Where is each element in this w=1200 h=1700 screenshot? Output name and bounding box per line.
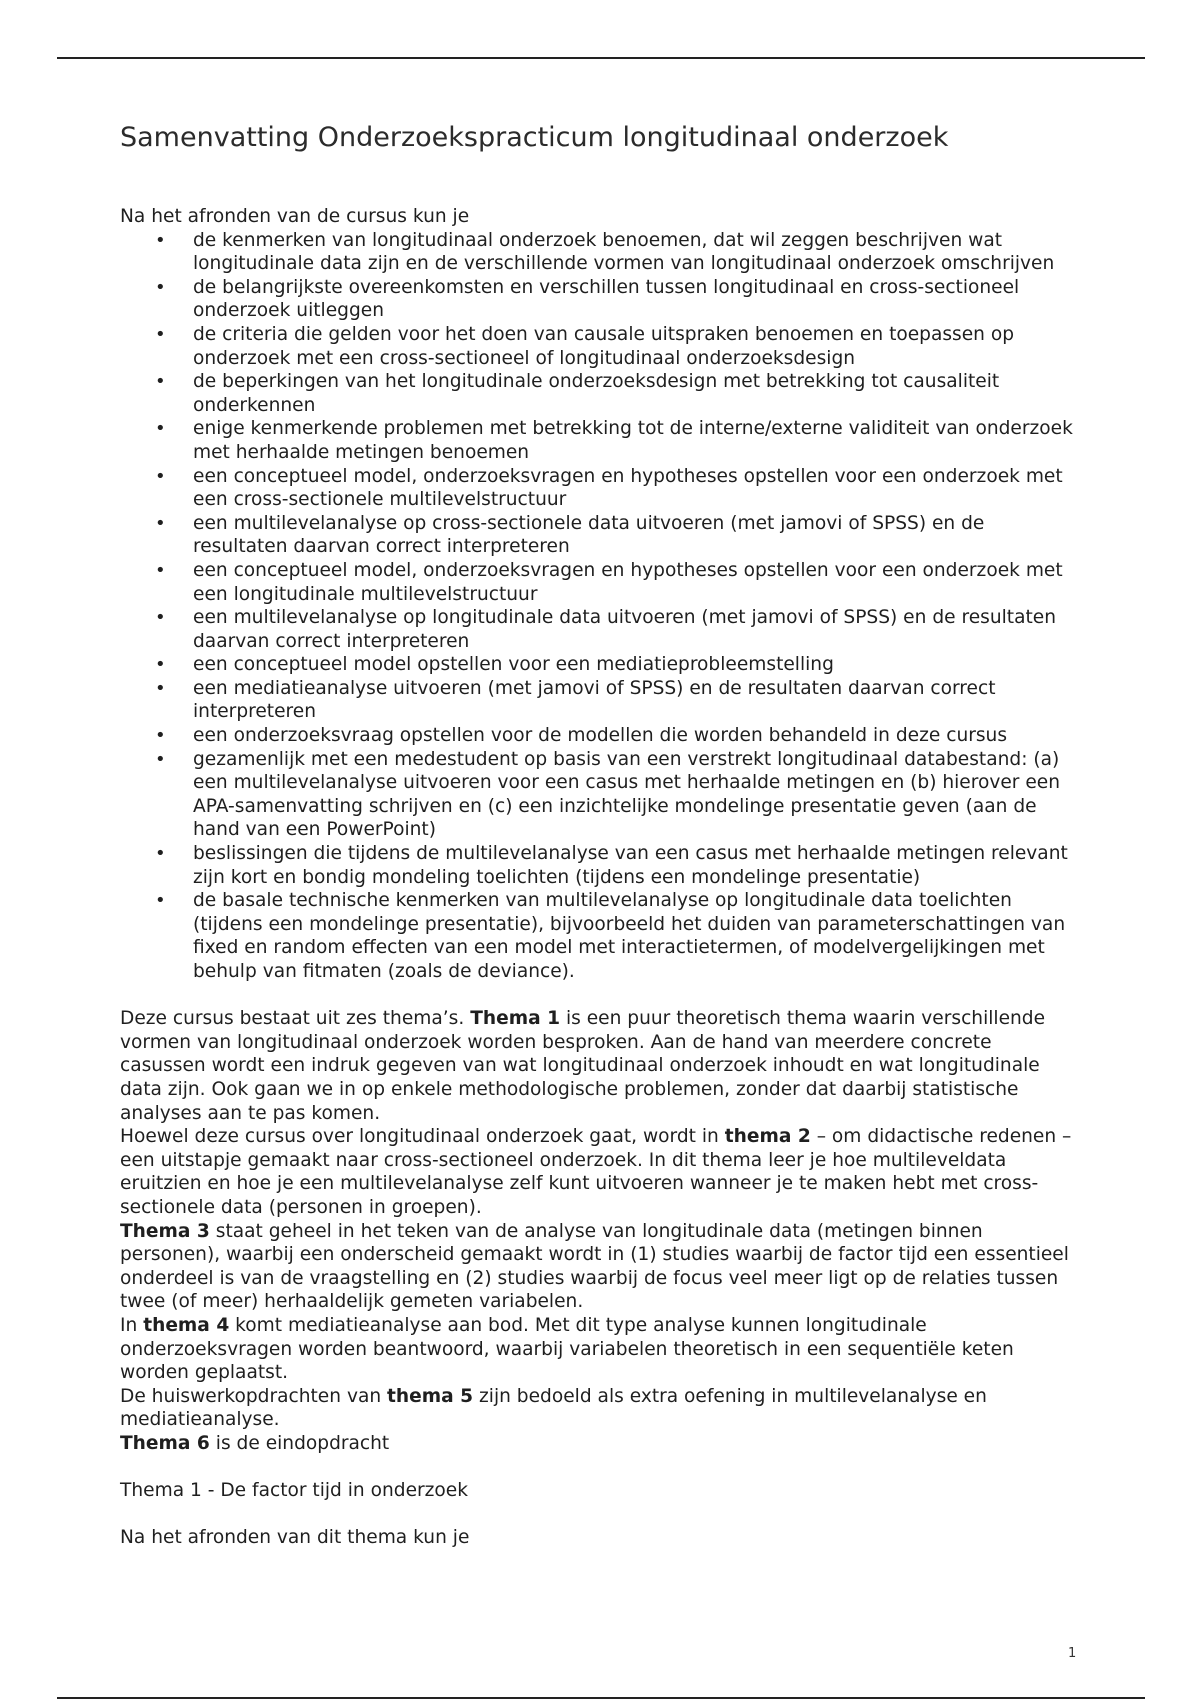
- paragraph-thema-4: In thema 4 komt mediatieanalyse aan bod. Met dit type analyse kunnen longitudinale onderzoeksvragen worden beantwoord, waarbij variabelen theoretisch in een sequentiële keten worden geplaatst.: [120, 1314, 1014, 1384]
- list-item: • een multilevelanalyse op longitudinale data uitvoeren (met jamovi of SPSS) en de resultaten daarvan correct interpreteren: [193, 606, 1080, 653]
- list-item: • een multilevelanalyse op cross-sectionele data uitvoeren (met jamovi of SPSS) en de resultaten daarvan correct interpreteren: [193, 512, 1080, 559]
- paragraph-thema-5: De huiswerkopdrachten van thema 5 zijn bedoeld als extra oefening in multilevelanalyse en mediatieanalyse.: [120, 1385, 987, 1431]
- list-item: • een mediatieanalyse uitvoeren (met jamovi of SPSS) en de resultaten daarvan correct interpreteren: [193, 677, 1080, 724]
- list-item: • beslissingen die tijdens de multilevelanalyse van een casus met herhaalde metingen relevant zijn kort en bondig mondeling toelichten (tijdens een mondelinge presentatie): [193, 842, 1080, 889]
- page-title: Samenvatting Onderzoekspracticum longitudinaal onderzoek: [120, 122, 949, 153]
- section-intro-text: Na het afronden van dit thema kun je: [120, 1527, 470, 1549]
- thema-6-label: Thema 6: [120, 1432, 210, 1454]
- list-item: • een conceptueel model, onderzoeksvragen en hypotheses opstellen voor een onderzoek met een cross-sectionele multilevelstructuur: [193, 465, 1080, 512]
- page-number: 1: [1068, 1646, 1077, 1661]
- course-description: [120, 1007, 1080, 1455]
- thema-3-label: Thema 3: [120, 1220, 210, 1242]
- paragraph-thema-2: Hoewel deze cursus over longitudinaal onderzoek gaat, wordt in thema 2 – om didactische redenen – een uitstapje gemaakt naar cross-sectioneel onderzoek. In dit thema leer je hoe multileveldata eruitzien en hoe je een multilevelanalyse zelf kunt uitvoeren wanneer je te maken hebt met cross-sectionele data (personen in groepen).: [120, 1126, 1072, 1218]
- thema-4-label: thema 4: [143, 1314, 230, 1336]
- list-item: • een conceptueel model opstellen voor een mediatieprobleemstelling: [193, 653, 1080, 677]
- list-item: • een conceptueel model, onderzoeksvragen en hypotheses opstellen voor een onderzoek met een longitudinale multilevelstructuur: [193, 559, 1080, 606]
- learning-outcomes-list: [120, 229, 1080, 984]
- list-item: • de belangrijkste overeenkomsten en verschillen tussen longitudinaal en cross-sectioneel onderzoek uitleggen: [193, 276, 1080, 323]
- thema-1-label: Thema 1: [470, 1008, 561, 1030]
- bottom-rule: [57, 1697, 1145, 1699]
- list-item: • enige kenmerkende problemen met betrekking tot de interne/externe validiteit van onderzoek met herhaalde metingen benoemen: [193, 417, 1080, 464]
- thema-2-label: thema 2: [724, 1126, 811, 1148]
- section-heading: Thema 1 - De factor tijd in onderzoek: [120, 1480, 468, 1502]
- intro-text: Na het afronden van de cursus kun je: [120, 206, 470, 227]
- paragraph-thema-1: Deze cursus bestaat uit zes thema’s. Thema 1 is een puur theoretisch thema waarin verschillende vormen van longitudinaal onderzoek worden besproken. Aan de hand van meerdere concrete casussen wordt een indruk gegeven van wat longitudinaal onderzoek inhoudt en wat longitudinale data zijn. Ook gaan we in op enkele methodologische problemen, zonder dat daarbij statistische analyses aan te pas komen.: [120, 1008, 1046, 1124]
- list-item: • de beperkingen van het longitudinale onderzoeksdesign met betrekking tot causaliteit onderkennen: [193, 370, 1080, 417]
- thema-5-label: thema 5: [387, 1385, 474, 1407]
- body-text: [120, 205, 1080, 1550]
- list-item: • de kenmerken van longitudinaal onderzoek benoemen, dat wil zeggen beschrijven wat longitudinale data zijn en de verschillende vormen van longitudinaal onderzoek omschrijven: [193, 229, 1080, 276]
- list-item: • een onderzoeksvraag opstellen voor de modellen die worden behandeld in deze cursus: [193, 724, 1080, 748]
- paragraph-thema-3: Thema 3 staat geheel in het teken van de analyse van longitudinale data (metingen binnen personen), waarbij een onderscheid gemaakt wordt in (1) studies waarbij de factor tijd een essentieel onderdeel is van de vraagstelling en (2) studies waarbij de focus veel meer ligt op de relaties tussen twee (of meer) herhaaldelijk gemeten variabelen.: [120, 1220, 1069, 1313]
- list-item: • de basale technische kenmerken van multilevelanalyse op longitudinale data toelichten (tijdens een mondelinge presentatie), bijvoorbeeld het duiden van parameterschattingen van fixed en random effecten van een model met interactietermen, of modelvergelijkingen met behulp van fitmaten (zoals de deviance).: [193, 889, 1080, 983]
- paragraph-thema-6: Thema 6 is de eindopdracht: [120, 1432, 390, 1454]
- list-item: • de criteria die gelden voor het doen van causale uitspraken benoemen en toepassen op onderzoek met een cross-sectioneel of longitudinaal onderzoeksdesign: [193, 323, 1080, 370]
- list-item: • gezamenlijk met een medestudent op basis van een verstrekt longitudinaal databestand: (a) een multilevelanalyse uitvoeren voor een casus met herhaalde metingen en (b) hierover een APA-samenvatting schrijven en (c) een inzichtelijke mondelinge presentatie geven (aan de hand van een PowerPoint): [193, 748, 1080, 842]
- top-rule: [57, 57, 1145, 59]
